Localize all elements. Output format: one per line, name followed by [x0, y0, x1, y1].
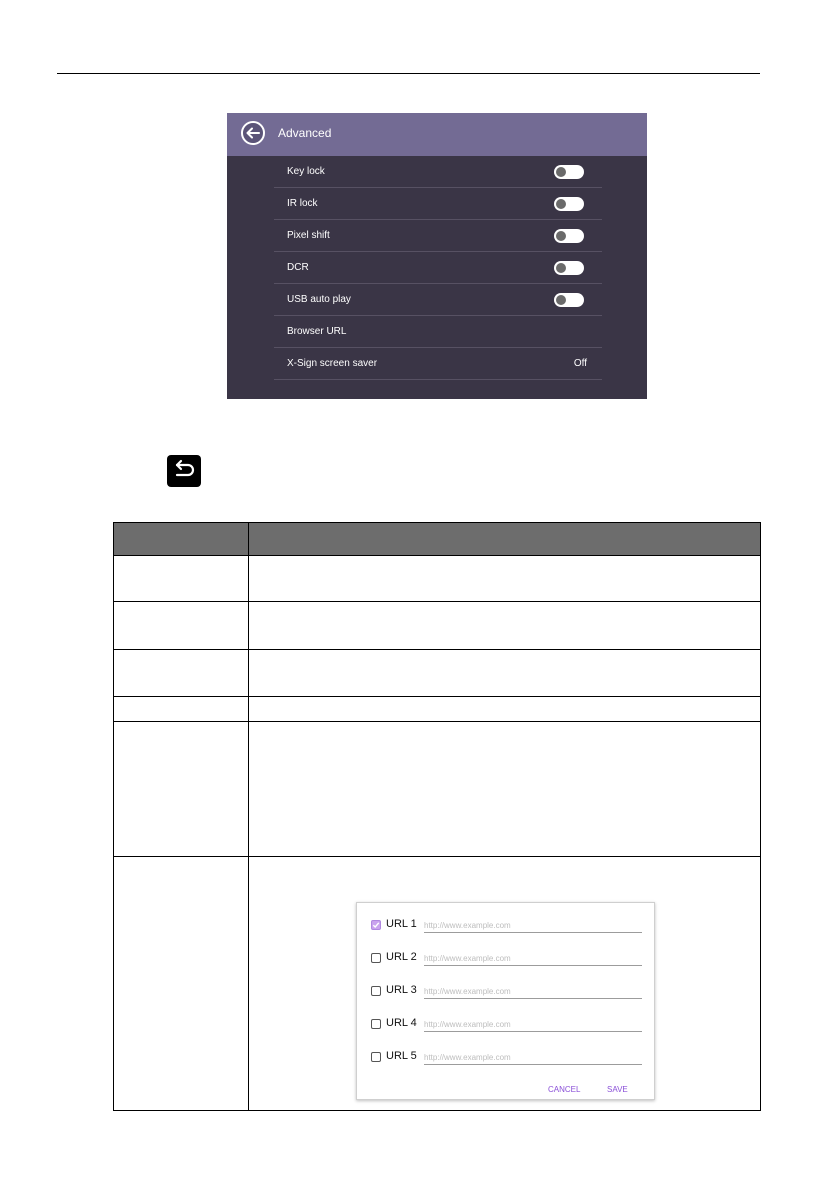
setting-label: Browser URL — [287, 326, 347, 337]
url-row-5 — [371, 1050, 643, 1070]
setting-row-pixel-shift[interactable] — [274, 220, 602, 252]
page-header-rule — [57, 73, 760, 74]
table-divider — [114, 696, 760, 697]
url-3-checkbox[interactable] — [371, 986, 381, 996]
setting-row-dcr[interactable] — [274, 252, 602, 284]
key-lock-toggle[interactable] — [554, 165, 584, 179]
check-icon — [372, 921, 380, 929]
save-button[interactable]: SAVE — [607, 1085, 628, 1094]
table-header-row — [114, 523, 760, 555]
dcr-toggle[interactable] — [554, 261, 584, 275]
cancel-button[interactable]: CANCEL — [548, 1085, 581, 1094]
table-divider — [114, 601, 760, 602]
table-divider — [114, 649, 760, 650]
browser-url-dialog — [356, 902, 655, 1100]
advanced-title: Advanced — [278, 126, 332, 140]
url-5-label: URL 5 — [386, 1050, 417, 1062]
setting-label: X-Sign screen saver — [287, 358, 378, 369]
url-1-input[interactable] — [424, 918, 642, 933]
url-5-checkbox[interactable] — [371, 1052, 381, 1062]
toggle-knob — [556, 295, 566, 305]
url-5-input[interactable] — [424, 1050, 642, 1065]
url-4-label: URL 4 — [386, 1017, 417, 1029]
back-button[interactable] — [241, 121, 265, 145]
usb-auto-play-toggle[interactable] — [554, 293, 584, 307]
url-4-checkbox[interactable] — [371, 1019, 381, 1029]
url-2-checkbox[interactable] — [371, 953, 381, 963]
table-divider — [114, 856, 760, 857]
setting-row-x-sign-screen-saver[interactable] — [274, 348, 602, 380]
setting-value: Off — [573, 358, 587, 369]
setting-label: DCR — [287, 262, 309, 273]
setting-row-usb-auto-play[interactable] — [274, 284, 602, 316]
url-2-label: URL 2 — [386, 951, 417, 963]
setting-row-key-lock[interactable] — [274, 156, 602, 188]
return-arrow-icon — [167, 455, 201, 487]
toggle-knob — [556, 199, 566, 209]
setting-row-ir-lock[interactable] — [274, 188, 602, 220]
back-arrow-icon — [246, 127, 260, 139]
setting-label: USB auto play — [287, 294, 351, 305]
url-3-label: URL 3 — [386, 984, 417, 996]
url-row-2 — [371, 951, 643, 971]
toggle-knob — [556, 231, 566, 241]
table-column-divider — [248, 523, 249, 1110]
url-3-input[interactable] — [424, 984, 642, 999]
ir-lock-toggle[interactable] — [554, 197, 584, 211]
table-divider — [114, 555, 760, 556]
advanced-settings-panel — [227, 113, 647, 399]
advanced-header — [227, 113, 647, 156]
setting-label: Pixel shift — [287, 230, 330, 241]
setting-label: IR lock — [287, 198, 318, 209]
url-1-checkbox[interactable] — [371, 920, 381, 930]
toggle-knob — [556, 167, 566, 177]
url-4-input[interactable] — [424, 1017, 642, 1032]
table-divider — [114, 721, 760, 722]
url-row-4 — [371, 1017, 643, 1037]
toggle-knob — [556, 263, 566, 273]
url-row-3 — [371, 984, 643, 1004]
setting-row-browser-url[interactable] — [274, 316, 602, 348]
url-2-input[interactable] — [424, 951, 642, 966]
setting-label: Key lock — [287, 166, 325, 177]
pixel-shift-toggle[interactable] — [554, 229, 584, 243]
url-row-1 — [371, 918, 643, 938]
url-1-label: URL 1 — [386, 918, 417, 930]
